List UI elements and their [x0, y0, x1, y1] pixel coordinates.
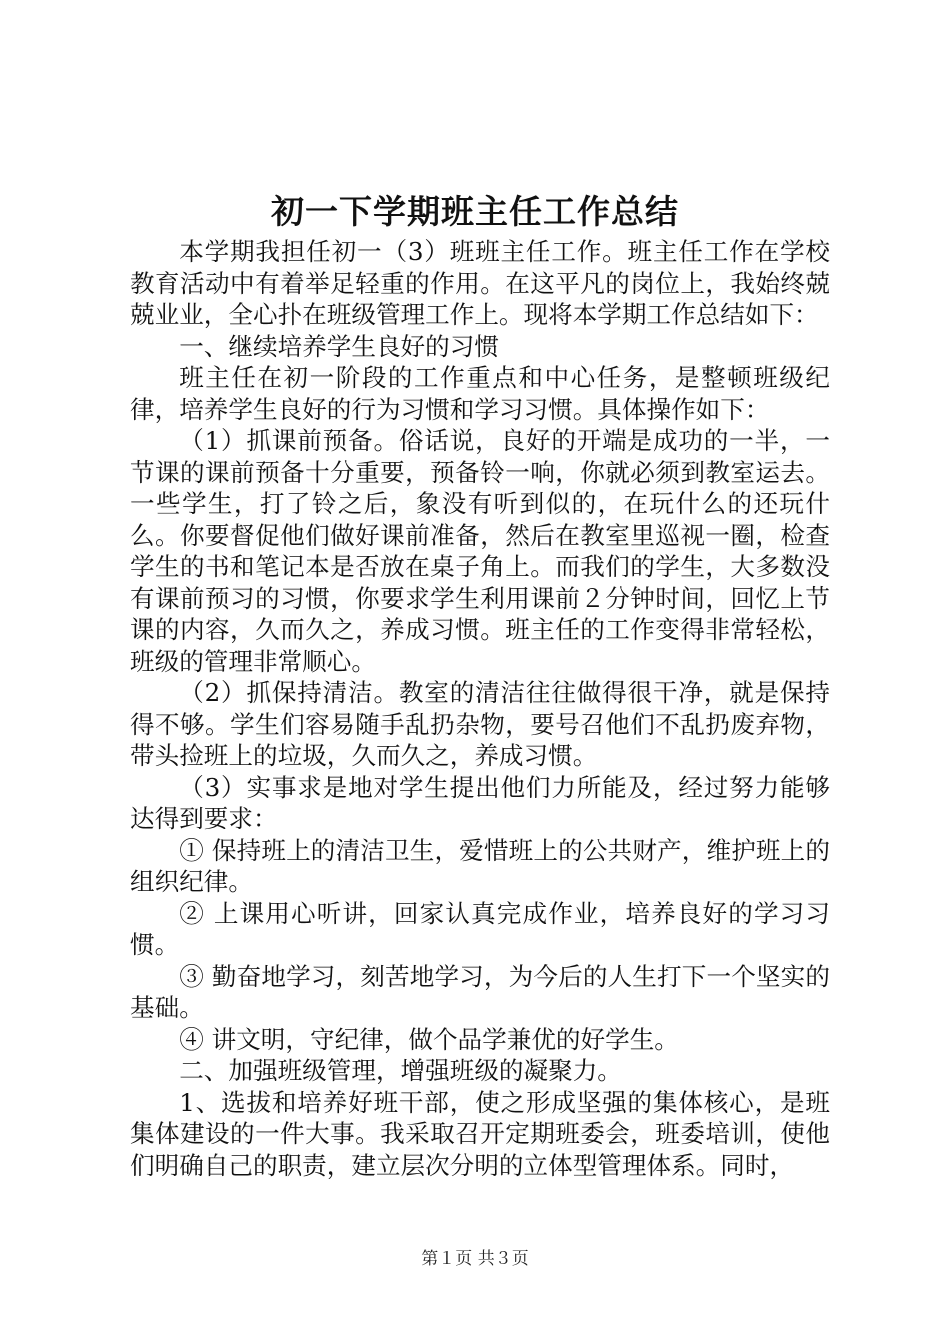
list-item: ④ 讲文明，守纪律，做个品学兼优的好学生。	[179, 1024, 679, 1054]
paragraph: （2）抓保持清洁。教室的清洁往往做得很干净，就是保持得不够。学生们容易随手乱扔杂物，要号召他们不乱扔废弃物，带头捡班上的垃圾，久而久之，养成习惯。	[130, 678, 830, 770]
section-heading-2: 二、加强班级管理，增强班级的凝聚力。	[179, 1056, 622, 1085]
paragraph: （3）实事求是地对学生提出他们力所能及，经过努力能够达得到要求：	[130, 772, 830, 833]
paragraph: 1、选拔和培养好班干部，使之形成坚强的集体核心，是班集体建设的一件大事。我采取召开定期班委会，班委培训，使他们明确自己的职责，建立层次分明的立体型管理体系。同时，	[130, 1087, 830, 1180]
paragraph: （1）抓课前预备。俗话说，良好的开端是成功的一半，一节课的课前预备十分重要，预备铃一响，你就必须到教室运去。一些学生，打了铃之后，象没有听到似的，在玩什么的还玩什么。你要督促他们做好课前准备，然后在教室里巡视一圈，检查学生的书和笔记本是否放在桌子角上。而我们的学生，大多数没有课前预习的习惯，你要求学生利用课前２分钟时间，回忆上节课的内容，久而久之，养成习惯。班主任的工作变得非常轻松，班级的管理非常顺心。	[130, 426, 830, 676]
document-body	[130, 236, 830, 1181]
paragraph: 班主任在初一阶段的工作重点和中心任务，是整顿班级纪律，培养学生良好的行为习惯和学习习惯。具体操作如下：	[130, 363, 830, 424]
document-title: 初一下学期班主任工作总结	[271, 192, 679, 231]
section-heading-1: 一、继续培养学生良好的习惯	[179, 331, 499, 361]
list-item: ② 上课用心听讲，回家认真完成作业，培养良好的学习习惯。	[130, 898, 830, 959]
list-item: ① 保持班上的清洁卫生，爱惜班上的公共财产，维护班上的组织纪律。	[130, 835, 830, 896]
list-item: ③ 勤奋地学习，刻苦地学习，为今后的人生打下一个坚实的基础。	[130, 961, 830, 1022]
page-footer: 第１页 共３页	[421, 1249, 529, 1269]
paragraph-intro: 本学期我担任初一（3）班班主任工作。班主任工作在学校教育活动中有着举足轻重的作用。在这平凡的岗位上，我始终兢兢业业，全心扑在班级管理工作上。现将本学期工作总结如下：	[130, 237, 830, 329]
